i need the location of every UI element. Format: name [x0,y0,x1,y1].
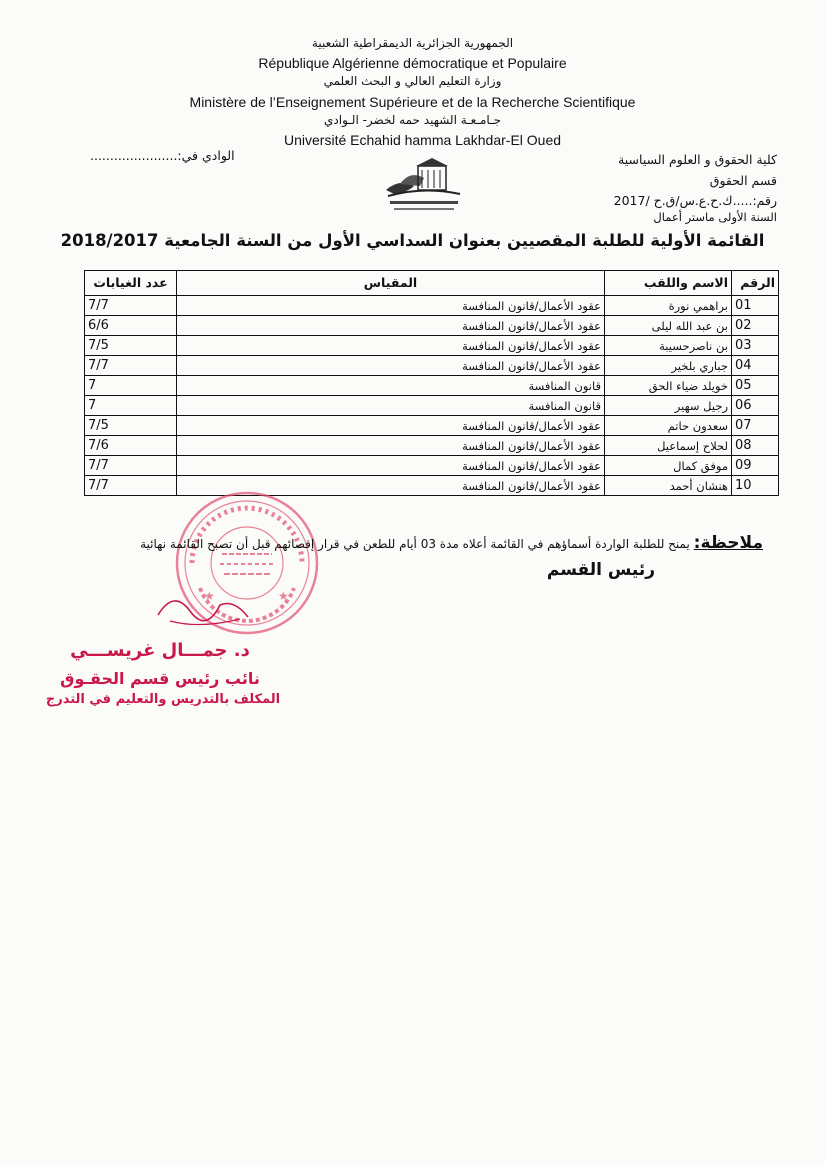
header-name: الاسم واللقب [605,271,732,296]
row-module: عقود الأعمال/قانون المنافسة [177,416,605,436]
row-name: لحلاح إسماعيل [605,436,732,456]
row-number: 01 [732,296,779,316]
row-module: عقود الأعمال/قانون المنافسة [177,296,605,316]
row-number: 07 [732,416,779,436]
note-label: ملاحظة: [693,533,763,553]
row-number: 09 [732,456,779,476]
row-name: موفق كمال [605,456,732,476]
table-row [85,456,779,476]
ministry-fr: Ministère de l’Enseignement Supérieure et de la Recherche Scientifique [189,94,636,110]
excluded-students-table [84,270,779,496]
university-logo [380,156,468,216]
row-name: جباري بلخير [605,356,732,376]
row-module: عقود الأعمال/قانون المنافسة [177,436,605,456]
handwritten-signature [150,585,260,635]
row-absences: 7/5 [85,416,177,436]
row-module: عقود الأعمال/قانون المنافسة [177,336,605,356]
row-module: عقود الأعمال/قانون المنافسة [177,316,605,336]
university-fr: Université Echahid hamma Lakhdar-El Oued [284,132,562,148]
table-row [85,416,779,436]
republic-ar: الجمهورية الجزائرية الديمقراطية الشعبية [311,36,514,50]
signer-name: د. جمـــال غريســـي [70,640,250,661]
department-name: قسم الحقوق [709,173,777,188]
table-row [85,396,779,416]
table-row [85,376,779,396]
row-absences: 7/7 [85,456,177,476]
row-number: 02 [732,316,779,336]
row-name: براهمي نورة [605,296,732,316]
table-header-row [85,271,779,296]
row-absences: 7/5 [85,336,177,356]
row-absences: 7/7 [85,356,177,376]
row-absences: 7 [85,396,177,416]
table-row [85,336,779,356]
row-module: قانون المنافسة [177,396,605,416]
row-number: 10 [732,476,779,496]
table-row [85,436,779,456]
signer-role: نائب رئيس قسم الحقـوق [60,669,260,688]
row-module: قانون المنافسة [177,376,605,396]
ministry-ar: وزارة التعليم العالي و البحث العلمي [323,74,502,88]
row-absences: 7/7 [85,296,177,316]
head-title: رئيس القسم [546,560,655,580]
svg-text:★: ★ [278,589,289,603]
row-number: 05 [732,376,779,396]
republic-fr: République Algérienne démocratique et Populaire [258,55,567,71]
table-row [85,356,779,376]
note [140,533,763,553]
svg-text:★: ★ [204,589,215,603]
row-name: بن ناصرحسيبة [605,336,732,356]
document-title: القائمة الأولية للطلبة المقصيين بعنوان السداسي الأول من السنة الجامعية 2018/2017 [60,231,765,250]
signer-duty: المكلف بالتدريس والتعليم في التدرج [45,692,281,707]
university-ar: جـامـعـة الشهيد حمه لخضر- الـوادي [324,113,501,127]
row-module: عقود الأعمال/قانون المنافسة [177,456,605,476]
row-name: رجيل سهير [605,396,732,416]
row-number: 08 [732,436,779,456]
row-name: هنشان أحمد [605,476,732,496]
table-row [85,316,779,336]
header-module: المقياس [177,271,605,296]
row-absences: 7 [85,376,177,396]
row-absences: 6/6 [85,316,177,336]
row-number: 04 [732,356,779,376]
row-number: 06 [732,396,779,416]
study-level: السنة الأولى ماستر أعمال [653,210,777,224]
row-name: بن عبد الله ليلى [605,316,732,336]
row-name: خويلد ضياء الحق [605,376,732,396]
row-absences: 7/6 [85,436,177,456]
row-module: عقود الأعمال/قانون المنافسة [177,356,605,376]
place-date: الوادي في:...................... [90,148,235,163]
row-number: 03 [732,336,779,356]
faculty-name: كلية الحقوق و العلوم السياسية [618,152,777,167]
reference-number: رقم:.....ك.ح.ع.س/ق.ح /2017 [613,193,777,208]
row-name: سعدون حاتم [605,416,732,436]
header-absences: عدد الغيابات [85,271,177,296]
header-number: الرقم [732,271,779,296]
note-text: يمنح للطلبة الواردة أسماؤهم في القائمة أعلاه مدة 03 أيام للطعن في قرار إقصائهم قبل أن تصبح القائمة نهائية [140,537,690,551]
row-module: عقود الأعمال/قانون المنافسة [177,476,605,496]
row-absences: 7/7 [85,476,177,496]
table-row [85,296,779,316]
